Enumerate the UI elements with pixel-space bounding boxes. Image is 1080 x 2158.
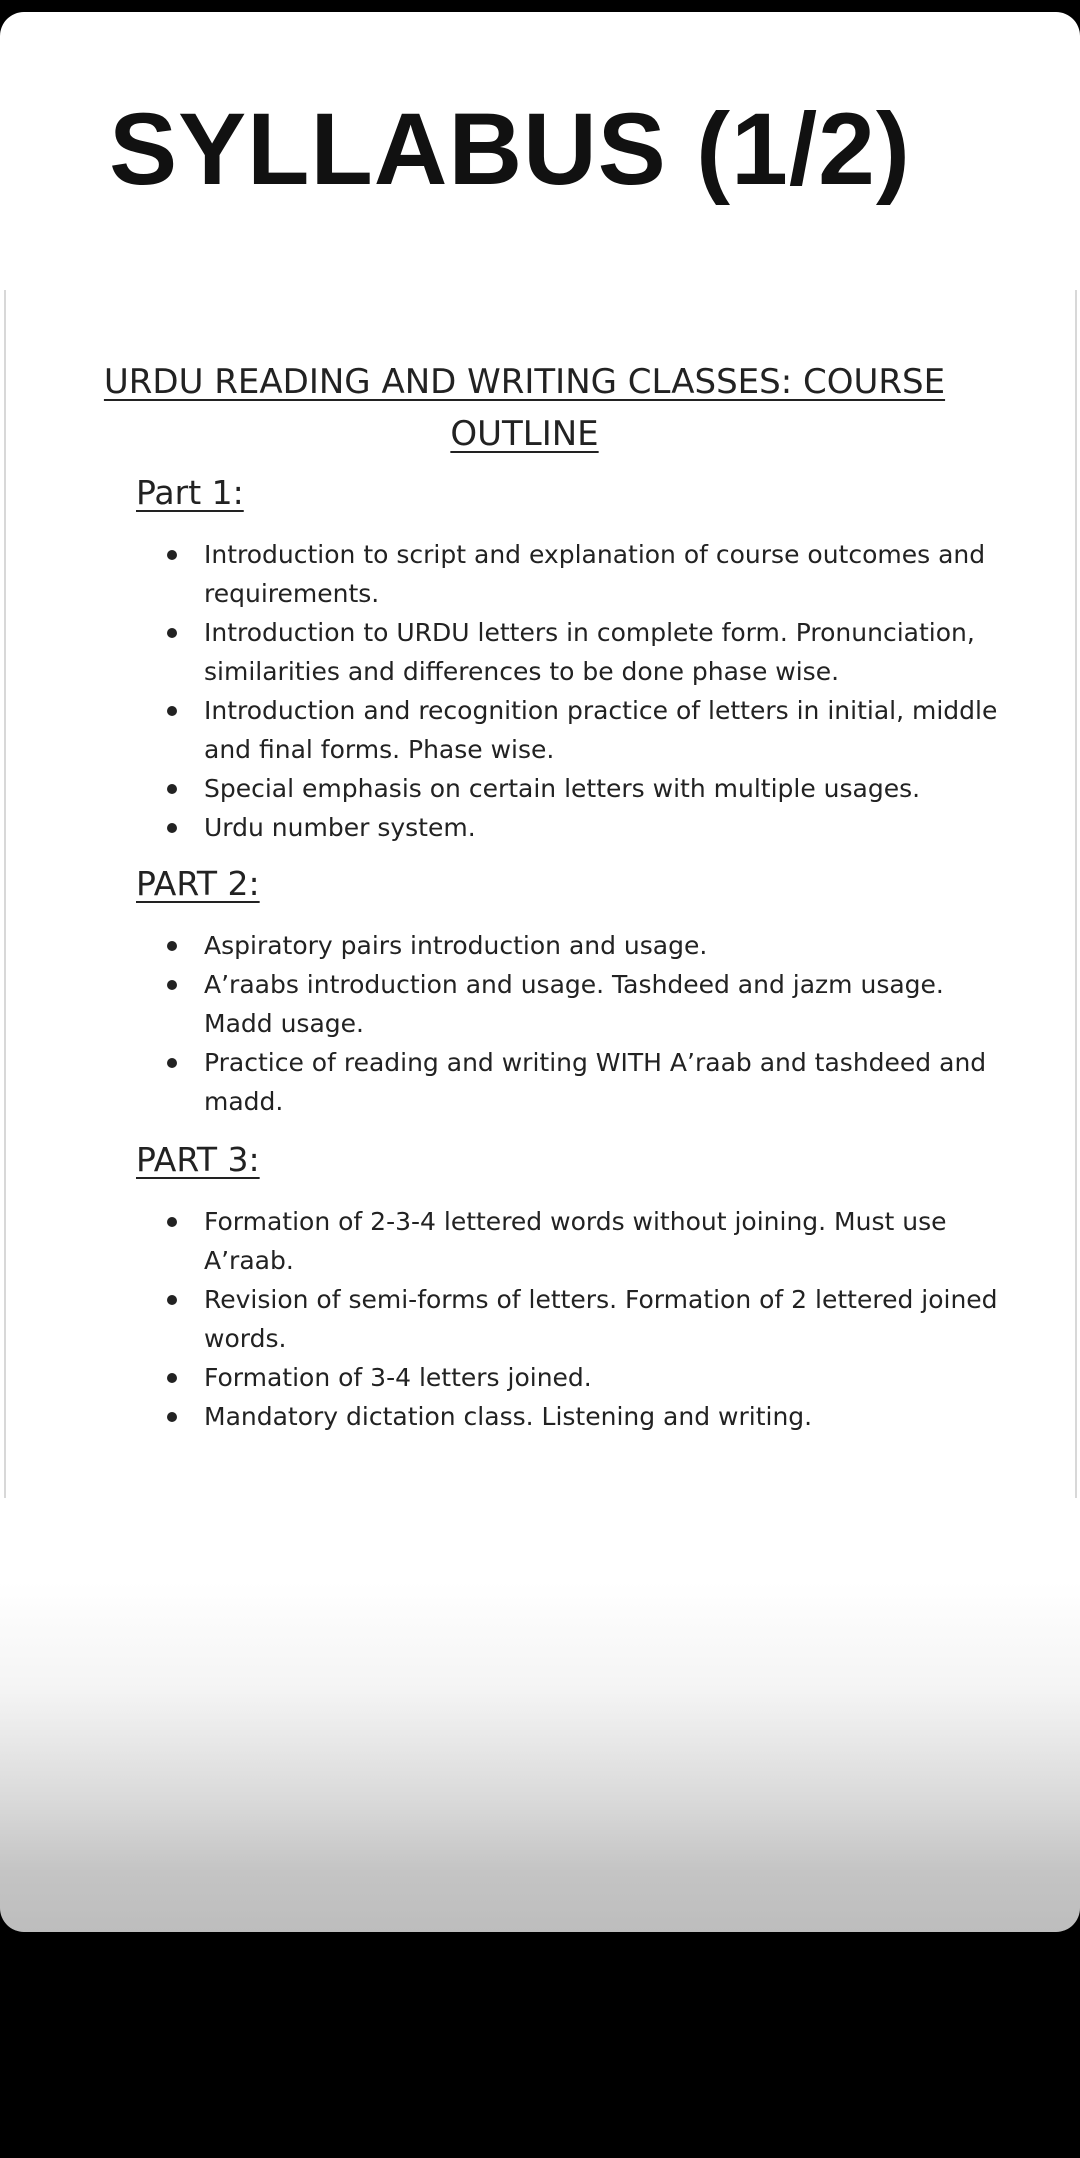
- list-item: Mandatory dictation class. Listening and writing.: [204, 1397, 1016, 1436]
- list-item: Practice of reading and writing WITH A’raab and tashdeed and madd.: [204, 1043, 1016, 1121]
- bullet-list: [136, 1202, 1016, 1436]
- bullet-icon: [167, 628, 177, 638]
- bullet-icon: [167, 706, 177, 716]
- list-item: Introduction and recognition practice of letters in initial, middle and final forms. Phase wise.: [204, 691, 1016, 769]
- list-item: A’raabs introduction and usage. Tashdeed and jazm usage. Madd usage.: [204, 965, 1016, 1043]
- page-title: SYLLABUS (1/2): [109, 92, 911, 206]
- bullet-icon: [167, 1412, 177, 1422]
- bullet-list: [136, 926, 1016, 1121]
- bullet-icon: [167, 1217, 177, 1227]
- document-title-line-1: URDU READING AND WRITING CLASSES: COURSE: [103, 362, 946, 402]
- list-item: Special emphasis on certain letters with multiple usages.: [204, 769, 1016, 808]
- document-title: [6, 356, 1079, 460]
- story-card[interactable]: [0, 12, 1080, 1932]
- bullet-list: [136, 535, 1016, 847]
- bullet-icon: [167, 941, 177, 951]
- section-heading: Part 1:: [136, 473, 244, 512]
- section-heading: PART 3:: [136, 1140, 260, 1179]
- list-item: Formation of 2-3-4 lettered words without joining. Must use A’raab.: [204, 1202, 1016, 1280]
- bullet-icon: [167, 1058, 177, 1068]
- bullet-icon: [167, 784, 177, 794]
- document-image: [4, 290, 1077, 1498]
- section-part-1: [136, 473, 1016, 847]
- section-part-3: [136, 1140, 1016, 1436]
- section-part-2: [136, 864, 1016, 1121]
- bullet-icon: [167, 1295, 177, 1305]
- list-item: Revision of semi-forms of letters. Formation of 2 lettered joined words.: [204, 1280, 1016, 1358]
- list-item: Introduction to URDU letters in complete form. Pronunciation, similarities and differences to be done phase wise.: [204, 613, 1016, 691]
- bullet-icon: [167, 550, 177, 560]
- list-item: Formation of 3-4 letters joined.: [204, 1358, 1016, 1397]
- bullet-icon: [167, 980, 177, 990]
- list-item: Urdu number system.: [204, 808, 1016, 847]
- list-item: Aspiratory pairs introduction and usage.: [204, 926, 1016, 965]
- document-title-line-2: OUTLINE: [450, 414, 599, 454]
- section-heading: PART 2:: [136, 864, 260, 903]
- bullet-icon: [167, 1373, 177, 1383]
- bullet-icon: [167, 823, 177, 833]
- list-item: Introduction to script and explanation of course outcomes and requirements.: [204, 535, 1016, 613]
